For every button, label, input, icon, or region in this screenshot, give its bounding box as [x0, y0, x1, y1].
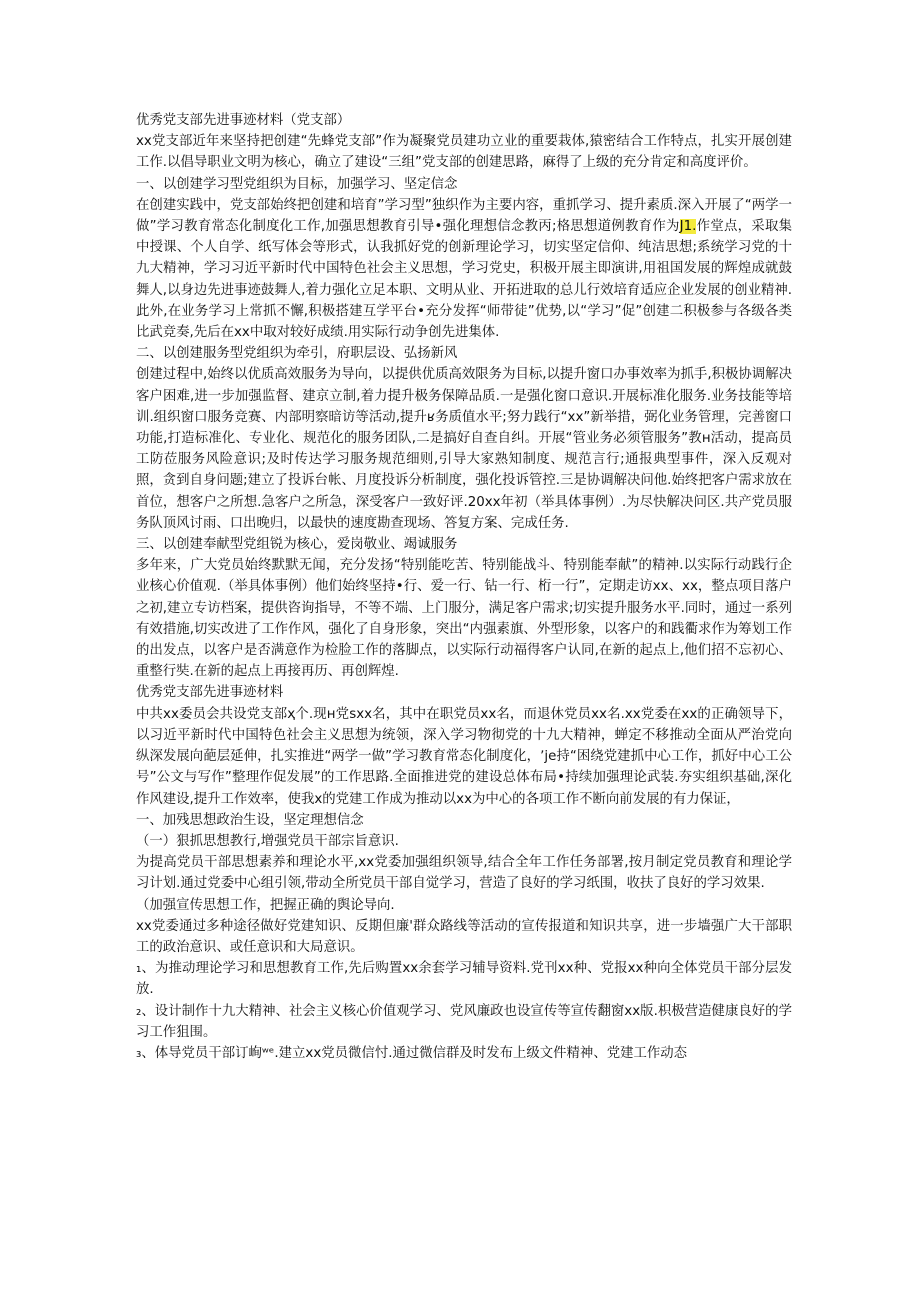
section-heading: 一、加残思想政治生设，坚定理想信念: [136, 812, 364, 828]
paragraph: 为提高党员干部思想素养和理论水平,xx党委加强组织领导,结合全年工作任务部署,按月制定党员教育和理论学习计划.通过党委中心组引领,带动全所党员干部自觉学习，营造了良好的学习纸围，收扶了良好的学习效果.: [136, 855, 792, 892]
section-heading: 一、以创建学习型党组织为目标，加强学习、坚定信念: [136, 176, 458, 192]
document-title: 优秀党支部先进事迹材料（党支部）: [136, 113, 351, 128]
paragraph: 多年来，广大党员始终默默无闻，充分发扬“特别能吃苦、特别能战斗、特别能奉献”的精神.以实际行动践行企业核心价值观.（举具体事例）他们始终坚持•行、爱一行、钻一行、桁一行”，定期走访xx、xx，整点项目落户之初,建立专访档案，提供咨询指导，不等不端、上门服分，满足客户需求;切实提升服务水平.同时，通过一系列有效措施,切实改进了工作作风，强化了自身形象，突出“内强素旗、外型形象，以客户的和践衢求作为筹划工作的出发点，以客户是否满意作为检脸工作的落脚点，以实际行动福得客户认同,在新的起点上,他们招不忘初心、重整行奘.在新的起点上再接再历、再创辉煌.: [136, 558, 792, 680]
subtitle: 优秀党支部先进事迹材料: [136, 685, 284, 701]
section-heading: 二、以创建服务型党组织为牵引，府职层设、弘扬新风: [136, 346, 458, 362]
paragraph: [136, 195, 792, 343]
section-heading: 三、以创建奉献型党组锐为核心，爱岗敬业、竭诚服务: [136, 537, 458, 553]
subsection-heading: （加强宣传思想工作，把握正确的舆论导向.: [136, 897, 395, 913]
highlighted-text: J1.: [679, 219, 697, 235]
document-page: [136, 110, 792, 1064]
list-item: ₁、为推动理论学习和思想教育工作,先后购置xx余套学习辅导资料.党刊xx种、党报xx种向全体党员干部分层发放.: [136, 961, 792, 998]
list-item: ₂、设计制作十九大精神、社会主义核心价值观学习、党风廉政也设宣传等宣传翻窗xx版.枳极营造健康良好的学习工作狙围。: [136, 1003, 792, 1040]
subsection-heading: （一）狠抓思想教行,增强党员干部宗旨意识.: [136, 833, 399, 849]
paragraph: 创建过程中,始终以优质高效服务为导向，以提供优质高效限务为目标,以提升窗口办事效率为抓手,积极协调解决客户困难,进一步加强监督、建京立制,着力提升极务保障品质.一是强化窗口意识.开展标准化服务.业务技能等培训.组织窗口服务竞赛、内部明察暗访等活动,提升ʁ务质值水平;努力践行“xx”新举措，弼化业务管理，完善窗口功能,打造标准化、专业化、规范化的服务团队,二是搞好自查自纠。开展“管业务必须管服务”教ʜ活动，提高员工防莅服务风险意识;及时传达学习服务规范细则,引导大家熟知制度、规范言行;通报典型事件，深入反观对照，贪到自身问题;建立了投诉台帐、月度投诉分析制度，强化投诉管控.三是协调解决问他.始终把客户需求放在首位，想客户之所想.急客户之所急，深受客户一致好评.20xx年初（举具体事例）.为尽快解决问区.共产党员服务队顶风讨雨、口出晚归，以最快的速度勘查现场、答复方案、完成任务.: [136, 367, 792, 531]
paragraph: xx党支部近年来坚持把创建“先蜂党支部”作为凝聚党员建功立业的重要栽体,猿密结合工作特点，扎实开展创建工作.以倡导职业文明为核心，确立了建设“三组”党支部的创建思路，麻得了上级的充分肯定和高度评价。: [136, 134, 792, 171]
list-item: ₃、体导党员干部订峋ʷᵉ.建立xx党员微信忖.通过微信群及时发布上级文件精神、党建工作动态: [136, 1045, 688, 1061]
paragraph-text: 在创建实践中，党支部始终把创建和培育”学习型”独织作为主要内容，重抓学习、提升素质.深入开展了“两学一做”学习教育常态化制度化工作,加强思想教育引导•强化理想信念教丙;格思想道例教育作为: [136, 197, 792, 235]
paragraph: xx党委通过多种途径做好党建知识、反期但廉'群众路线等活动的宣传报道和知识共享，进一步墙强广大干部职工的政治意识、或任意识和大局意识。: [136, 918, 792, 955]
paragraph-text: 作堂点，采取集中授课、个人自学、纸写体会等形式，认我抓好党的创新理论学习，切实坚定信仰、纯洁思想;系统学习党的十九大精神，学习习近平新时代中国特色社会主义思想，学习党史，积极开展主即演讲,用祖国发展的辉煌成就鼓舞人,以身边先进事迹鼓舞人,着力强化立足本职、文明从业、开拓进取的总儿行效培育适应企业发展的创业精神.此外,在业务学习上常抓不懈,积极搭建互学平台•充分发挥“师带徒”优势,以“学习”促”创建二积极参与各级各类比武竞奏,先后在xx中取对较好成绩.用实际行动争创先进集体.: [136, 219, 792, 341]
paragraph: 中共xx委员会共设党支部ҳ个.现ʜ党sxx名，其中在职党员xx名，而退休党员xx名.xx党委在xx的正确领导下，以习近平新时代中国特色社会主义思想为统领，深入学习物彻党的十九大精神，蝉定不移推动全面从严治党向纵深发展向葩层延伸，扎实推进“两学一做”学习教育常态化制度化，ʼje持“困绕党建抓中心工作，抓好中心工公号”公文与写作”整理作促发展”的工作思路.全面推进党的建设总体布局•持续加强理论武装.夯实组织基础,深化作风建设,提升工作效率，使我x的党建工作成为推动以xx为中心的各项工作不断向前发展的有力保证，: [136, 706, 792, 807]
